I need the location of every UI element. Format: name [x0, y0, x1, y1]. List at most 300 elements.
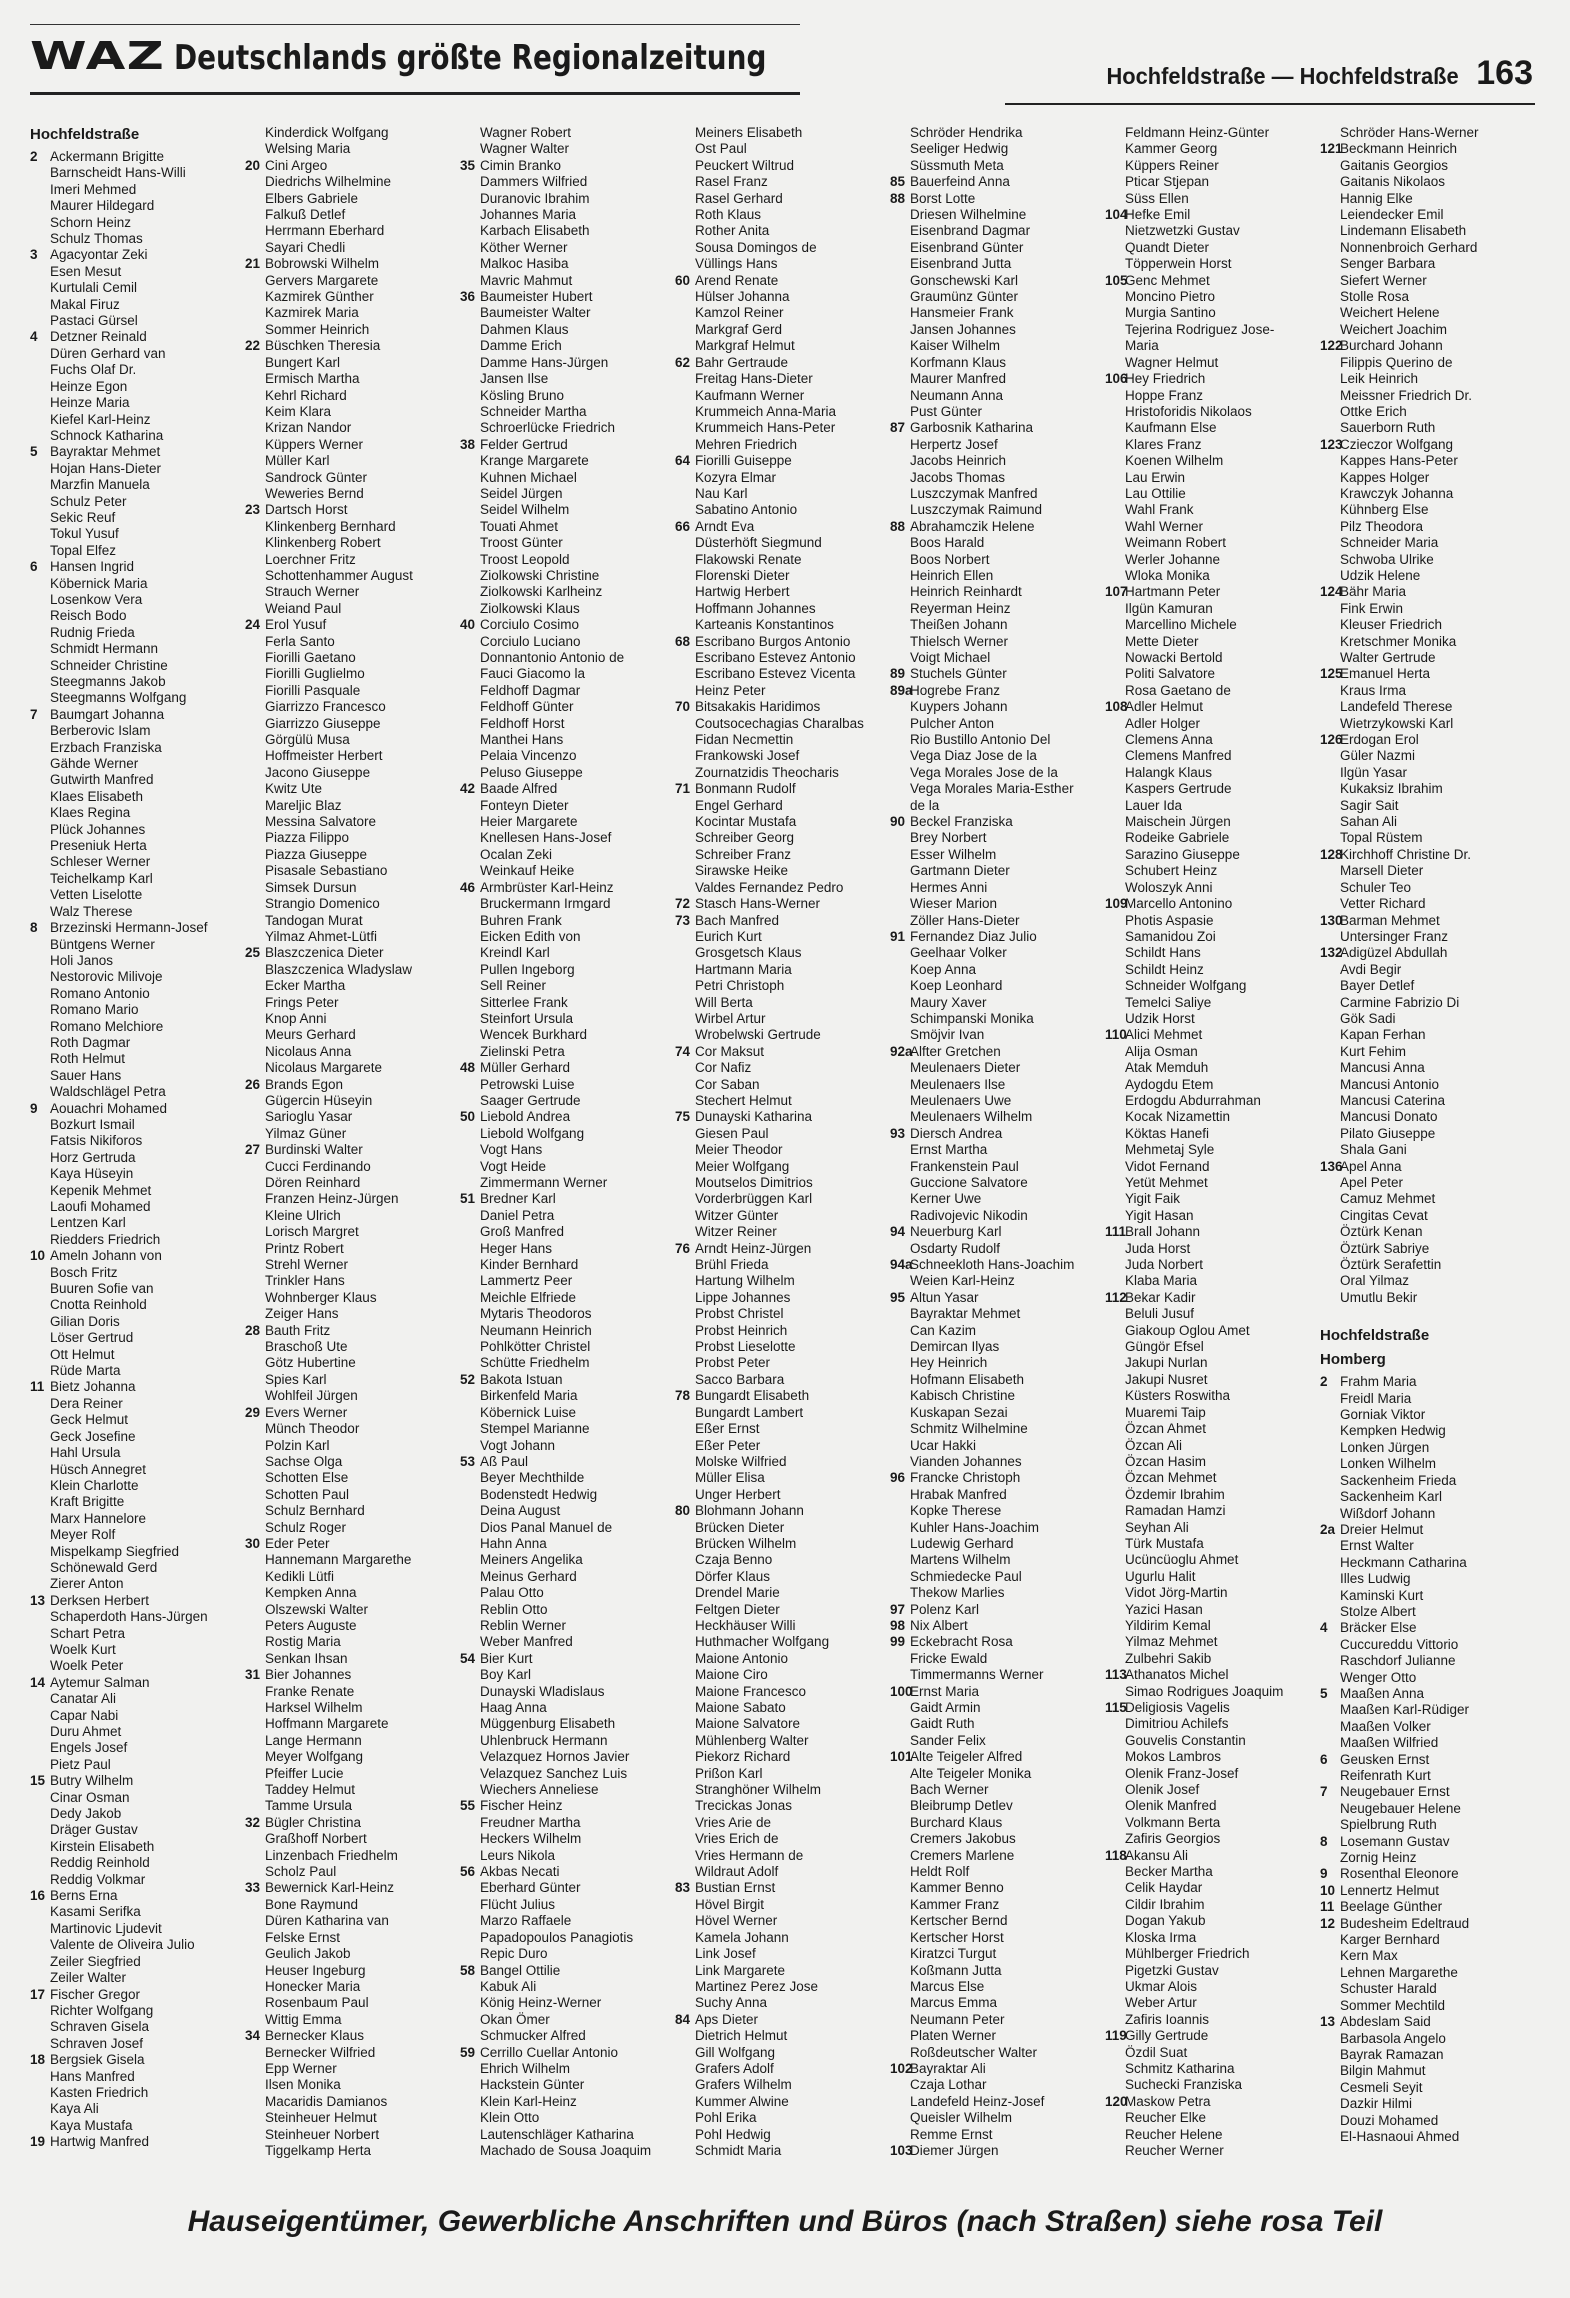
resident-entry	[460, 1273, 669, 1289]
resident-entry	[460, 1848, 669, 1864]
resident-entry	[30, 1297, 239, 1313]
resident-entry	[675, 1536, 884, 1552]
resident-name: Hövel Birgit	[695, 1896, 765, 1912]
resident-name: Sagir Sait	[1340, 797, 1399, 813]
resident-name: Bungardt Elisabeth	[695, 1388, 810, 1404]
resident-name: Büntgens Werner	[50, 936, 155, 952]
house-number: 74	[675, 1043, 691, 1059]
resident-name: Büschken Theresia	[265, 338, 381, 354]
resident-name: Adler Holger	[1125, 715, 1201, 731]
resident-name: Sacco Barbara	[695, 1371, 785, 1387]
house-number: 88	[890, 190, 906, 206]
resident-name: Kammer Franz	[910, 1896, 1000, 1912]
resident-entry	[460, 1175, 669, 1191]
resident-entry	[675, 748, 884, 764]
resident-entry	[1105, 1569, 1314, 1585]
resident-name: Esser Wilhelm	[910, 846, 997, 862]
resident-entry	[1105, 1733, 1314, 1749]
resident-entry	[1320, 1620, 1529, 1636]
resident-name: Saager Gertrude	[480, 1092, 581, 1108]
resident-entry	[245, 1979, 454, 1995]
resident-entry	[890, 256, 1099, 272]
house-number: 16	[30, 1888, 46, 1904]
resident-name: Agacyontar Zeki	[50, 247, 148, 263]
resident-entry	[675, 535, 884, 551]
resident-name: Maaßen Volker	[1340, 1718, 1431, 1734]
house-number: 115	[1105, 1700, 1127, 1715]
resident-name: Schleser Werner	[50, 854, 151, 870]
resident-entry	[890, 1667, 1099, 1683]
resident-entry	[1320, 1423, 1529, 1439]
resident-entry	[30, 2019, 239, 2035]
resident-entry	[1105, 535, 1314, 551]
resident-entry	[460, 1027, 669, 1043]
resident-name: Platen Werner	[910, 2028, 997, 2044]
resident-name: Köbernick Maria	[50, 575, 148, 591]
house-number: 108	[1105, 699, 1128, 715]
resident-name: Marx Hannelore	[50, 1510, 147, 1526]
resident-entry	[30, 1494, 239, 1510]
resident-name: Luszczymak Raimund	[910, 502, 1043, 518]
resident-name: Eberhard Günter	[480, 1880, 581, 1896]
resident-entry	[1320, 913, 1529, 929]
house-number: 72	[675, 896, 691, 912]
resident-entry	[675, 1355, 884, 1371]
resident-name: Altun Yasar	[910, 1289, 979, 1305]
resident-name: Mette Dieter	[1125, 633, 1199, 649]
resident-name: Vüllings Hans	[695, 256, 778, 272]
resident-entry	[675, 1700, 884, 1716]
house-number: 113	[1105, 1667, 1127, 1683]
resident-entry	[245, 322, 454, 338]
resident-name: Link Margarete	[695, 1962, 786, 1978]
resident-name: Bobrowski Wilhelm	[265, 256, 380, 272]
resident-entry	[890, 1716, 1099, 1732]
resident-name: Fernandez Diaz Julio	[910, 928, 1037, 944]
resident-name: Piazza Giuseppe	[265, 846, 368, 862]
resident-entry	[890, 1241, 1099, 1257]
resident-entry	[30, 1872, 239, 1888]
resident-name: Adler Helmut	[1125, 699, 1204, 715]
resident-entry	[1105, 1339, 1314, 1355]
resident-entry	[30, 887, 239, 903]
resident-name: Politi Salvatore	[1125, 666, 1216, 682]
resident-name: Kempken Hedwig	[1340, 1423, 1446, 1439]
resident-name: Horz Gertruda	[50, 1149, 136, 1165]
resident-name: Schmitz Katharina	[1125, 2060, 1235, 2076]
resident-name: Wahl Frank	[1125, 502, 1194, 518]
resident-name: Roth Klaus	[695, 207, 762, 223]
resident-entry	[460, 1421, 669, 1437]
resident-entry	[245, 2077, 454, 2093]
resident-name: Kaminski Kurt	[1340, 1587, 1424, 1603]
house-number: 5	[1320, 1685, 1328, 1701]
resident-entry	[1320, 732, 1529, 748]
resident-entry	[245, 814, 454, 830]
house-number: 22	[245, 338, 261, 354]
resident-name: Knellesen Hans-Josef	[480, 830, 612, 846]
resident-entry	[245, 1946, 454, 1962]
resident-name: Boy Karl	[480, 1667, 532, 1683]
resident-entry	[245, 1552, 454, 1568]
resident-name: Brands Egon	[265, 1076, 344, 1092]
resident-entry	[1105, 601, 1314, 617]
resident-entry	[1320, 1965, 1529, 1981]
resident-name: Lippe Johannes	[695, 1289, 791, 1305]
house-number: 92a	[890, 1043, 913, 1059]
resident-name: Bewernick Karl-Heinz	[265, 1880, 395, 1896]
resident-entry	[1320, 1883, 1529, 1899]
resident-name: Olenik Josef	[1125, 1782, 1200, 1798]
resident-entry	[675, 371, 884, 387]
resident-name: El-Hasnaoui Ahmed	[1340, 2128, 1460, 2144]
resident-entry	[245, 568, 454, 584]
resident-entry	[890, 1848, 1099, 1864]
resident-entry	[675, 1831, 884, 1847]
resident-name: Bach Manfred	[695, 912, 780, 928]
resident-entry	[1105, 141, 1314, 157]
resident-entry	[675, 1503, 884, 1519]
resident-name: Yildirim Kemal	[1125, 1617, 1211, 1633]
resident-entry	[460, 552, 669, 568]
resident-entry	[245, 453, 454, 469]
resident-entry	[30, 1937, 239, 1953]
resident-name: Fatsis Nikiforos	[50, 1133, 143, 1149]
resident-entry	[460, 1290, 669, 1306]
resident-name: Woloszyk Anni	[1125, 879, 1213, 895]
resident-name: Palau Otto	[480, 1585, 544, 1601]
resident-entry	[1105, 732, 1314, 748]
resident-name: Esen Mesut	[50, 263, 122, 279]
resident-entry	[675, 1864, 884, 1880]
resident-name: Kösling Bruno	[480, 387, 565, 403]
resident-entry	[1320, 945, 1529, 961]
resident-name: Özcan Ahmet	[1125, 1421, 1207, 1437]
resident-entry	[675, 1011, 884, 1027]
resident-entry	[675, 962, 884, 978]
resident-name: Drendel Marie	[695, 1585, 780, 1601]
resident-name: Reblin Otto	[480, 1601, 548, 1617]
resident-name: Ziolkowski Christine	[480, 567, 600, 583]
resident-name: Escribano Estevez Antonio	[695, 650, 856, 665]
resident-entry	[890, 1634, 1099, 1650]
resident-name: Beyer Mechthilde	[480, 1470, 585, 1486]
resident-name: Kiratzci Turgut	[910, 1946, 997, 1962]
resident-name: Damme Hans-Jürgen	[480, 354, 609, 370]
resident-entry	[1320, 338, 1529, 354]
resident-entry	[30, 1576, 239, 1592]
house-number: 93	[890, 1125, 906, 1141]
page-number: 163	[1476, 54, 1533, 92]
resident-name: Nonnenbroich Gerhard	[1340, 239, 1478, 255]
resident-name: Wiechers Anneliese	[480, 1782, 599, 1798]
house-number: 13	[30, 1592, 46, 1608]
resident-entry	[890, 2061, 1099, 2077]
resident-name: Taddey Helmut	[265, 1782, 356, 1798]
resident-entry	[30, 477, 239, 493]
resident-entry	[460, 1979, 669, 1995]
resident-entry	[890, 1405, 1099, 1421]
resident-name: Udzik Horst	[1125, 1010, 1195, 1026]
resident-entry	[675, 240, 884, 256]
resident-entry	[1320, 1027, 1529, 1043]
resident-name: Stuchels Günter	[910, 666, 1007, 682]
resident-entry	[890, 584, 1099, 600]
resident-entry	[675, 847, 884, 863]
resident-entry	[675, 683, 884, 699]
resident-entry	[1105, 207, 1314, 223]
resident-entry	[460, 240, 669, 256]
resident-name: Ucar Hakki	[910, 1437, 977, 1453]
resident-entry	[675, 1224, 884, 1240]
resident-entry	[1105, 1536, 1314, 1552]
resident-name: Machado de Sousa Joaquim	[480, 2142, 652, 2158]
house-number: 85	[890, 174, 906, 190]
resident-entry	[675, 601, 884, 617]
resident-name: Wirbel Artur	[695, 1010, 766, 1026]
resident-name: Lentzen Karl	[50, 1215, 126, 1231]
resident-name: Liebold Andrea	[480, 1109, 571, 1125]
resident-entry	[245, 1470, 454, 1486]
resident-name: Reyerman Heinz	[910, 600, 1011, 616]
resident-name: Bügler Christina	[265, 1814, 362, 1830]
house-number: 29	[245, 1404, 261, 1420]
house-number: 55	[460, 1798, 476, 1814]
resident-name: Zafiris Georgios	[1125, 1831, 1221, 1847]
resident-entry	[460, 1077, 669, 1093]
resident-name: Alici Mehmet	[1125, 1027, 1203, 1043]
resident-name: Kuypers Johann	[910, 699, 1008, 715]
house-number: 112	[1105, 1289, 1127, 1305]
resident-name: Landefeld Heinz-Josef	[910, 2093, 1045, 2109]
resident-name: Bayrak Ramazan	[1340, 2046, 1444, 2062]
resident-entry	[245, 1618, 454, 1634]
resident-entry	[460, 470, 669, 486]
resident-entry	[890, 1093, 1099, 1109]
resident-name: Wohlfeil Jürgen	[265, 1388, 358, 1404]
resident-entry	[30, 2036, 239, 2052]
resident-entry	[245, 125, 454, 141]
resident-name: Lonken Jürgen	[1340, 1439, 1430, 1455]
resident-entry	[245, 240, 454, 256]
resident-entry	[245, 699, 454, 715]
resident-entry	[1105, 584, 1314, 600]
resident-entry	[460, 2094, 669, 2110]
resident-name: Burchard Johann	[1340, 338, 1443, 354]
resident-name: Jansen Ilse	[480, 371, 549, 387]
resident-entry	[1320, 1834, 1529, 1850]
resident-entry	[890, 1552, 1099, 1568]
resident-entry	[30, 1478, 239, 1494]
resident-entry	[460, 1191, 669, 1207]
resident-name: Kaufmann Werner	[695, 387, 805, 403]
resident-entry	[245, 470, 454, 486]
resident-entry	[30, 1987, 239, 2003]
resident-name: Giarrizzo Giuseppe	[265, 715, 381, 731]
resident-name: Gill Wolfgang	[695, 2044, 776, 2060]
resident-name: Özcan Hasim	[1125, 1453, 1207, 1469]
house-number: 66	[675, 518, 691, 534]
resident-name: Schotten Else	[265, 1470, 349, 1486]
resident-name: Scholz Paul	[265, 1864, 337, 1880]
resident-name: Felske Ernst	[265, 1929, 341, 1945]
resident-name: Gilly Gertrude	[1125, 2028, 1209, 2044]
resident-entry	[245, 2127, 454, 2143]
house-number: 2a	[1320, 1521, 1336, 1537]
resident-name: Osdarty Rudolf	[910, 1240, 1001, 1256]
resident-name: Franke Renate	[265, 1683, 355, 1699]
resident-name: Dogan Yakub	[1125, 1913, 1206, 1929]
resident-name: Stranghöner Wilhelm	[695, 1782, 822, 1798]
resident-entry	[1105, 1388, 1314, 1404]
resident-entry	[1105, 1634, 1314, 1650]
resident-entry	[460, 1930, 669, 1946]
resident-entry	[890, 1109, 1099, 1125]
resident-entry	[675, 913, 884, 929]
resident-entry	[30, 1101, 239, 1117]
resident-name: Hoffmann Johannes	[695, 600, 816, 616]
resident-name: Sarioglu Yasar	[265, 1109, 353, 1125]
resident-name: Schimpanski Monika	[910, 1010, 1034, 1026]
resident-name: Yazici Hasan	[1125, 1601, 1203, 1617]
resident-name: Freitag Hans-Dieter	[695, 371, 813, 387]
resident-name: Roth Helmut	[50, 1051, 126, 1067]
resident-name: Meulenaers Wilhelm	[910, 1109, 1033, 1125]
resident-entry	[30, 543, 239, 559]
resident-name: Kleuser Friedrich	[1340, 617, 1443, 633]
resident-entry	[1320, 1752, 1529, 1768]
resident-entry	[675, 437, 884, 453]
resident-entry	[890, 305, 1099, 321]
resident-entry	[460, 519, 669, 535]
resident-name: Beelage Günther	[1340, 1899, 1443, 1915]
resident-name: Yilmaz Güner	[265, 1125, 347, 1141]
resident-entry	[460, 781, 669, 797]
resident-name: Simsek Dursun	[265, 879, 357, 895]
resident-entry	[30, 969, 239, 985]
resident-name: Landefeld Therese	[1340, 699, 1453, 715]
resident-name: Can Kazim	[910, 1322, 977, 1338]
resident-name: Hoffmeister Herbert	[265, 748, 383, 764]
resident-entry	[1320, 1784, 1529, 1800]
resident-entry	[1320, 1241, 1529, 1257]
resident-name: Butry Wilhelm	[50, 1773, 134, 1789]
house-number: 122	[1320, 338, 1343, 354]
resident-entry	[460, 1487, 669, 1503]
resident-entry	[1105, 1438, 1314, 1454]
resident-entry	[460, 1766, 669, 1782]
resident-entry	[1320, 814, 1529, 830]
resident-entry	[1105, 781, 1314, 797]
resident-entry	[460, 1831, 669, 1847]
resident-entry	[890, 1913, 1099, 1929]
resident-entry	[675, 1175, 884, 1191]
resident-entry	[1105, 470, 1314, 486]
resident-name: Gartmann Dieter	[910, 863, 1010, 879]
resident-entry	[30, 658, 239, 674]
resident-entry	[1105, 1159, 1314, 1175]
resident-entry	[675, 1191, 884, 1207]
resident-entry	[1105, 1355, 1314, 1371]
house-number: 95	[890, 1289, 906, 1305]
house-number: 10	[30, 1248, 46, 1264]
resident-entry	[1320, 1126, 1529, 1142]
resident-name: Jakupi Nurlan	[1125, 1355, 1208, 1371]
resident-name: Bier Kurt	[480, 1650, 533, 1666]
resident-entry	[890, 158, 1099, 174]
resident-entry	[1320, 2113, 1529, 2129]
resident-entry	[1105, 2127, 1314, 2143]
resident-name: Kraus Irma	[1340, 682, 1407, 698]
resident-entry	[245, 1585, 454, 1601]
resident-entry	[675, 1897, 884, 1913]
resident-entry	[460, 568, 669, 584]
resident-entry	[30, 1232, 239, 1248]
resident-entry	[30, 1904, 239, 1920]
resident-entry	[1105, 1323, 1314, 1339]
resident-entry	[1320, 1142, 1529, 1158]
resident-name: Richter Wolfgang	[50, 2002, 154, 2018]
resident-name: Öztürk Serafettin	[1340, 1257, 1442, 1273]
resident-entry	[245, 1306, 454, 1322]
resident-name: Daniel Petra	[480, 1207, 555, 1223]
house-number: 128	[1320, 846, 1343, 862]
resident-name: Suchy Anna	[695, 1995, 768, 2011]
resident-name: Brall Johann	[1125, 1224, 1201, 1240]
resident-entry	[245, 650, 454, 666]
resident-entry	[460, 289, 669, 305]
resident-name: Sachse Olga	[265, 1453, 343, 1469]
resident-entry	[30, 2052, 239, 2068]
resident-name: Dietrich Helmut	[695, 2028, 788, 2044]
resident-name: Schröder Hans-Werner	[1340, 125, 1479, 140]
resident-name: Cuccureddu Vittorio	[1340, 1636, 1459, 1652]
resident-entry	[1320, 699, 1529, 715]
resident-entry	[1105, 240, 1314, 256]
resident-name: Zournatzidis Theocharis	[695, 764, 839, 780]
resident-entry	[1320, 1391, 1529, 1407]
resident-name: Ilsen Monika	[265, 2077, 341, 2093]
resident-name: Boos Harald	[910, 535, 985, 551]
resident-entry	[460, 2143, 669, 2159]
resident-name: Klein Karl-Heinz	[480, 2093, 577, 2109]
resident-name: Bosch Fritz	[50, 1264, 118, 1280]
resident-entry	[890, 519, 1099, 535]
resident-entry	[1105, 1782, 1314, 1798]
resident-entry	[30, 444, 239, 460]
resident-name: Strehl Werner	[265, 1257, 349, 1273]
resident-name: Zeiler Walter	[50, 1970, 127, 1986]
house-number: 136	[1320, 1158, 1343, 1174]
resident-entry	[245, 1257, 454, 1273]
resident-name: Kaya Mustafa	[50, 2117, 133, 2133]
resident-name: Kocintar Mustafa	[695, 814, 797, 830]
resident-name: Rasel Gerhard	[695, 190, 783, 206]
resident-entry	[890, 814, 1099, 830]
resident-entry	[1105, 1848, 1314, 1864]
resident-name: Meier Theodor	[695, 1142, 783, 1158]
resident-name: Seidel Jürgen	[480, 485, 563, 501]
resident-entry	[1320, 2129, 1529, 2145]
resident-name: Heldt Rolf	[910, 1864, 970, 1880]
resident-entry	[890, 1126, 1099, 1142]
resident-name: Heger Hans	[480, 1240, 553, 1256]
resident-entry	[1320, 355, 1529, 371]
resident-name: Neumann Anna	[910, 387, 1004, 403]
resident-entry	[30, 576, 239, 592]
resident-entry	[30, 1888, 239, 1904]
resident-name: Moncino Pietro	[1125, 289, 1216, 305]
